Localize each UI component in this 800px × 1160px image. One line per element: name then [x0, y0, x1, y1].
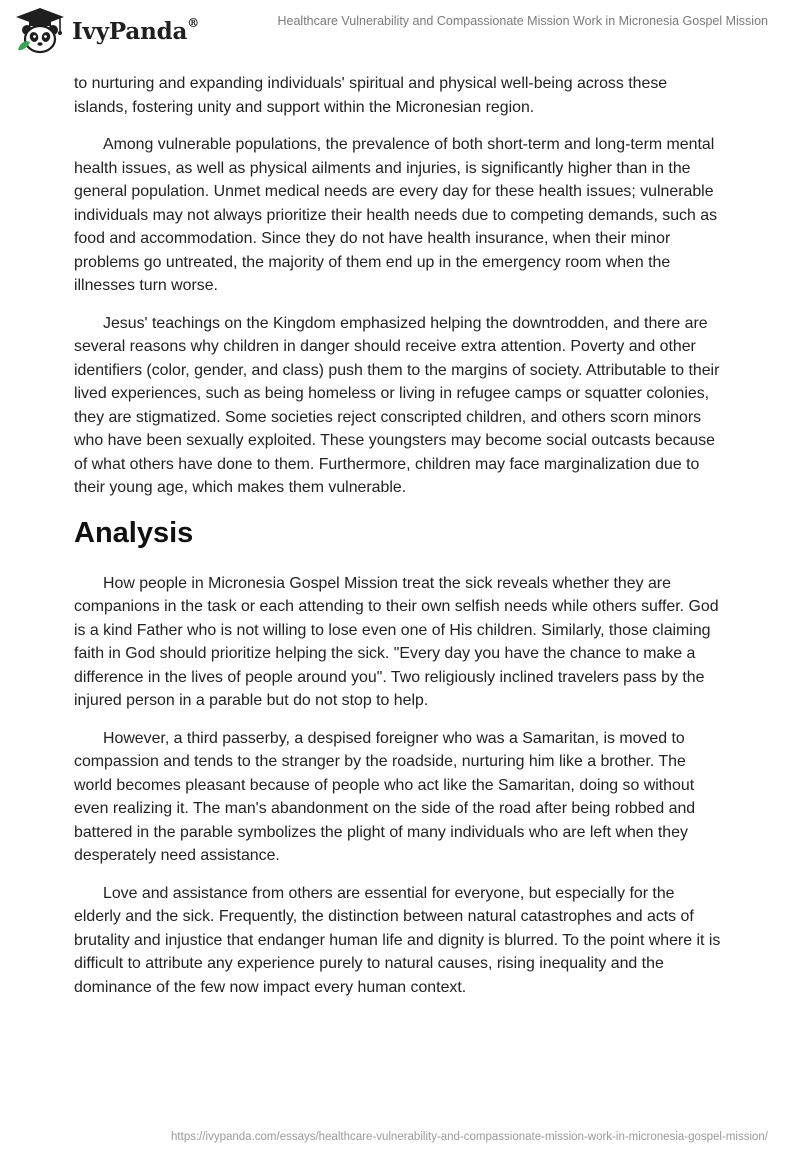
paragraph-analysis-1: How people in Micronesia Gospel Mission treat the sick reveals whether they are companions in the task or each attending to their own selfish needs while others suffer. God is a kind Father who is not willing to lose even one of His children. Similarly, those claiming faith in God should prioritize helping the sick. "Every day you have the chance to make a difference in the lives of people around you". Two religiously inclined travelers pass by the injured person in a parable but do not stop to help. — [74, 574, 719, 709]
page-header — [0, 0, 800, 60]
paragraph-intro-3: Jesus' teachings on the Kingdom emphasized helping the downtrodden, and there are several reasons why children in danger should receive extra attention. Poverty and other identifiers (color, gender, and class) push them to the margins of society. Attributable to their lived experiences, such as being homeless or living in refugee camps or squatter colonies, they are stigmatized. Some societies reject conscripted children, and others scorn minors who have been sexually exploited. These youngsters may become social outcasts because of what others have done to them. Furthermore, children may face marginalization due to their young age, which makes them vulnerable. — [74, 314, 720, 496]
paragraph-analysis-3: Love and assistance from others are essential for everyone, but especially for the elderly and the sick. Frequently, the distinction between natural catastrophes and acts of brutality and injustice that endanger human life and dignity is blurred. To the point where it is difficult to attribute any experience purely to natural causes, rising inequality and the dominance of the few now impact every human context. — [74, 884, 721, 996]
graduation-panda-logo-icon — [14, 6, 66, 54]
brand-name-text: IvyPanda — [72, 17, 188, 45]
brand-logo[interactable] — [14, 6, 199, 54]
source-url[interactable]: https://ivypanda.com/essays/healthcare-vulnerability-and-compassionate-mission-work-in-micronesia-gospel-mission/ — [171, 1131, 768, 1143]
brand-name — [72, 15, 199, 45]
paragraph-intro-1: to nurturing and expanding individuals' spiritual and physical well-being across these islands, fostering unity and support within the Micronesian region. — [74, 75, 668, 116]
essay-content — [74, 72, 724, 1013]
document-title: Healthcare Vulnerability and Compassionate Mission Work in Micronesia Gospel Mission — [277, 14, 768, 28]
registered-mark: ® — [187, 15, 199, 30]
paragraph-analysis-2: However, a third passerby, a despised foreigner who was a Samaritan, is moved to compassion and tends to the stranger by the roadside, nurturing him like a brother. The world becomes pleasant because of people who act like the Samaritan, doing so without even realizing it. The man's abandonment on the side of the road after being robbed and battered in the parable symbolizes the plight of many individuals who are left when they desperately need assistance. — [74, 729, 696, 864]
paragraph-intro-2: Among vulnerable populations, the prevalence of both short-term and long-term mental health issues, as well as physical ailments and injuries, is significantly higher than in the general population. Unmet medical needs are every day for these health issues; vulnerable individuals may not always prioritize their health needs due to competing demands, such as food and accommodation. Since they do not have health insurance, when their minor problems go untreated, the majority of them end up in the emergency room when the illnesses turn worse. — [74, 136, 718, 294]
section-heading-analysis: Analysis — [74, 516, 194, 549]
